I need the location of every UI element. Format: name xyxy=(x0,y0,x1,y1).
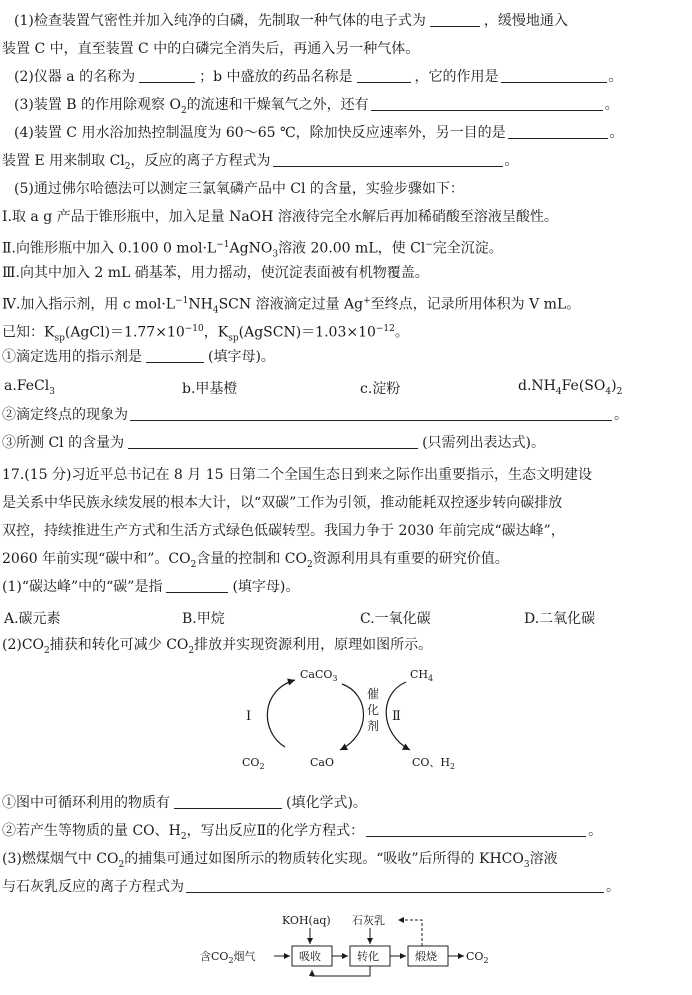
answer-blank[interactable] xyxy=(366,822,586,837)
label-absorb: 吸收 xyxy=(299,950,321,963)
label-flue-gas: 含$CO_2$烟气 xyxy=(200,950,256,965)
option-A[interactable]: A.碳元素 xyxy=(4,611,61,627)
answer-blank[interactable] xyxy=(146,348,204,363)
answer-blank[interactable] xyxy=(508,124,608,139)
label-ch4: $CH_4$ xyxy=(410,668,434,683)
option-a[interactable]: a.FeCl$_3$ xyxy=(4,378,55,397)
co2-cycle-diagram xyxy=(230,662,480,774)
q17-part3-line2: 与石灰乳反应的离子方程式为 。 xyxy=(2,879,620,895)
label-co2: $CO_2$ xyxy=(242,756,265,771)
option-d[interactable]: $d.NH_4Fe(SO_4)_2$ xyxy=(518,378,623,397)
label-catalyst-3: 剂 xyxy=(367,719,380,733)
arrow-left-up xyxy=(267,680,295,747)
answer-blank[interactable] xyxy=(128,434,418,449)
q16-part2: (2)仪器 a 的名称为 ；b 中盛放的药品名称是 ，它的作用是 。 xyxy=(14,69,623,85)
answer-blank[interactable] xyxy=(139,68,195,83)
label-cao: CaO xyxy=(310,756,334,769)
arrow-recycle-dashed xyxy=(398,920,422,946)
label-convert: 转化 xyxy=(357,950,379,963)
label-co-h2: CO、$H_2$ xyxy=(412,756,456,771)
q17-part3-line1: (3)燃煤烟气中 $CO_2$的捕集可通过如图所示的物质转化实现。“吸收”后所得的 $KHCO_3$溶液 xyxy=(2,851,558,870)
q17-part2-sub1: ①图中可循环利用的物质有 (填化学式)。 xyxy=(2,795,367,811)
label-catalyst-2: 化 xyxy=(367,703,380,717)
q16-part4-line1: (4)装置 C 用水浴加热控制温度为 60～65 ℃，除加快反应速率外，另一目的是 。 xyxy=(14,125,624,141)
answer-blank[interactable] xyxy=(357,68,411,83)
ksp-given: 已知：$K_{sp}(AgCl)=1.77\times 10^{-10}$，$K_{sp}(AgSCN)=1.03\times 10^{-12}$。 xyxy=(2,324,409,344)
q16-part5: (5)通过佛尔哈德法可以测定三氯氧磷产品中 Cl 的含量，实验步骤如下： xyxy=(14,181,464,197)
label-reaction-1: Ⅰ xyxy=(246,709,252,724)
q17-part2-sub2: ②若产生等物质的量 CO、$H_2$，写出反应Ⅱ的化学方程式： 。 xyxy=(2,823,603,842)
answer-blank[interactable] xyxy=(166,578,228,593)
label-reaction-2: Ⅱ xyxy=(392,709,401,724)
option-D[interactable]: D.二氧化碳 xyxy=(524,611,596,627)
option-C[interactable]: C.一氧化碳 xyxy=(360,611,431,627)
option-c[interactable]: c.淀粉 xyxy=(360,381,401,397)
q17-intro-line1: 17.(15 分)习近平总书记在 8 月 15 日第二个全国生态日到来之际作出重要指示，生态文明建设 xyxy=(2,467,592,483)
option-B[interactable]: B.甲烷 xyxy=(182,611,225,627)
q16-part3: (3)装置 B 的作用除观察 $O_2$的流速和干燥氧气之外，还有 。 xyxy=(14,97,619,116)
q16-sub2: ②滴定终点的现象为 。 xyxy=(2,407,628,423)
step-2: Ⅱ.向锥形瓶中加入 0.100 0 $mol\cdot L^{-1}AgNO_3$溶液 20.00 mL，使 Cl−完全沉淀。 xyxy=(2,240,503,260)
q17-part1: (1)“碳达峰”中的“碳”是指 (填字母)。 xyxy=(2,579,300,595)
q17-intro-line4: 2060 年前实现“碳中和”。$CO_2$含量的控制和 $CO_2$资源利用具有重要的研究价值。 xyxy=(2,551,509,570)
step-1: Ⅰ.取 a g 产品于锥形瓶中，加入足量 NaOH 溶液待完全水解后再加稀硝酸至溶液呈酸性。 xyxy=(2,209,558,225)
arrow-left-down xyxy=(340,684,364,750)
step-4: Ⅳ.加入指示剂，用 c $mol\cdot L^{-1}NH_4SCN$ 溶液滴定过量 Ag+至终点，记录所用体积为 V mL。 xyxy=(2,296,581,316)
answer-blank[interactable] xyxy=(174,794,282,809)
co2-capture-flow-diagram xyxy=(200,912,500,992)
label-lime: 石灰乳 xyxy=(352,914,385,927)
answer-blank[interactable] xyxy=(501,68,607,83)
q17-intro-line3: 双控，持续推进生产方式和生活方式绿色低碳转型。我国力争于 2030 年前完成“碳达峰”， xyxy=(2,523,565,539)
q16-sub1: ①滴定选用的指示剂是 (填字母)。 xyxy=(2,349,275,365)
answer-blank[interactable] xyxy=(371,96,603,111)
arrow-return xyxy=(312,966,370,976)
q16-part1-line2: 装置 C 中，直至装置 C 中的白磷完全消失后，再通入另一种气体。 xyxy=(2,41,420,57)
answer-blank[interactable] xyxy=(186,878,604,893)
label-calcine: 煅烧 xyxy=(415,950,437,963)
answer-blank[interactable] xyxy=(430,12,480,27)
step-3: Ⅲ.向其中加入 2 mL 硝基苯，用力摇动，使沉淀表面被有机物覆盖。 xyxy=(2,265,429,281)
label-koh: KOH(aq) xyxy=(282,914,331,927)
answer-blank[interactable] xyxy=(273,152,503,167)
label-catalyst-1: 催 xyxy=(367,687,380,701)
q16-part1-line1: (1)检查装置气密性并加入纯净的白磷，先制取一种气体的电子式为 ，缓慢地通入 xyxy=(14,13,568,29)
q17-intro-line2: 是关系中华民族永续发展的根本大计，以“双碳”工作为引领，推动能耗双控逐步转向碳排放 xyxy=(2,495,563,511)
q16-sub3: ③所测 Cl 的含量为 (只需列出表达式)。 xyxy=(2,435,546,451)
q17-part2: $(2)CO_2$捕获和转化可减少 $CO_2$排放并实现资源利用，原理如图所示。 xyxy=(2,637,433,656)
q16-part4-line2: 装置 E 用来制取 $Cl_2$，反应的离子方程式为 。 xyxy=(2,153,519,172)
label-caco3: CaCO$_3$ xyxy=(300,668,338,683)
option-b[interactable]: b.甲基橙 xyxy=(182,381,238,397)
label-co2-out: $CO_2$ xyxy=(466,950,489,965)
answer-blank[interactable] xyxy=(130,406,612,421)
